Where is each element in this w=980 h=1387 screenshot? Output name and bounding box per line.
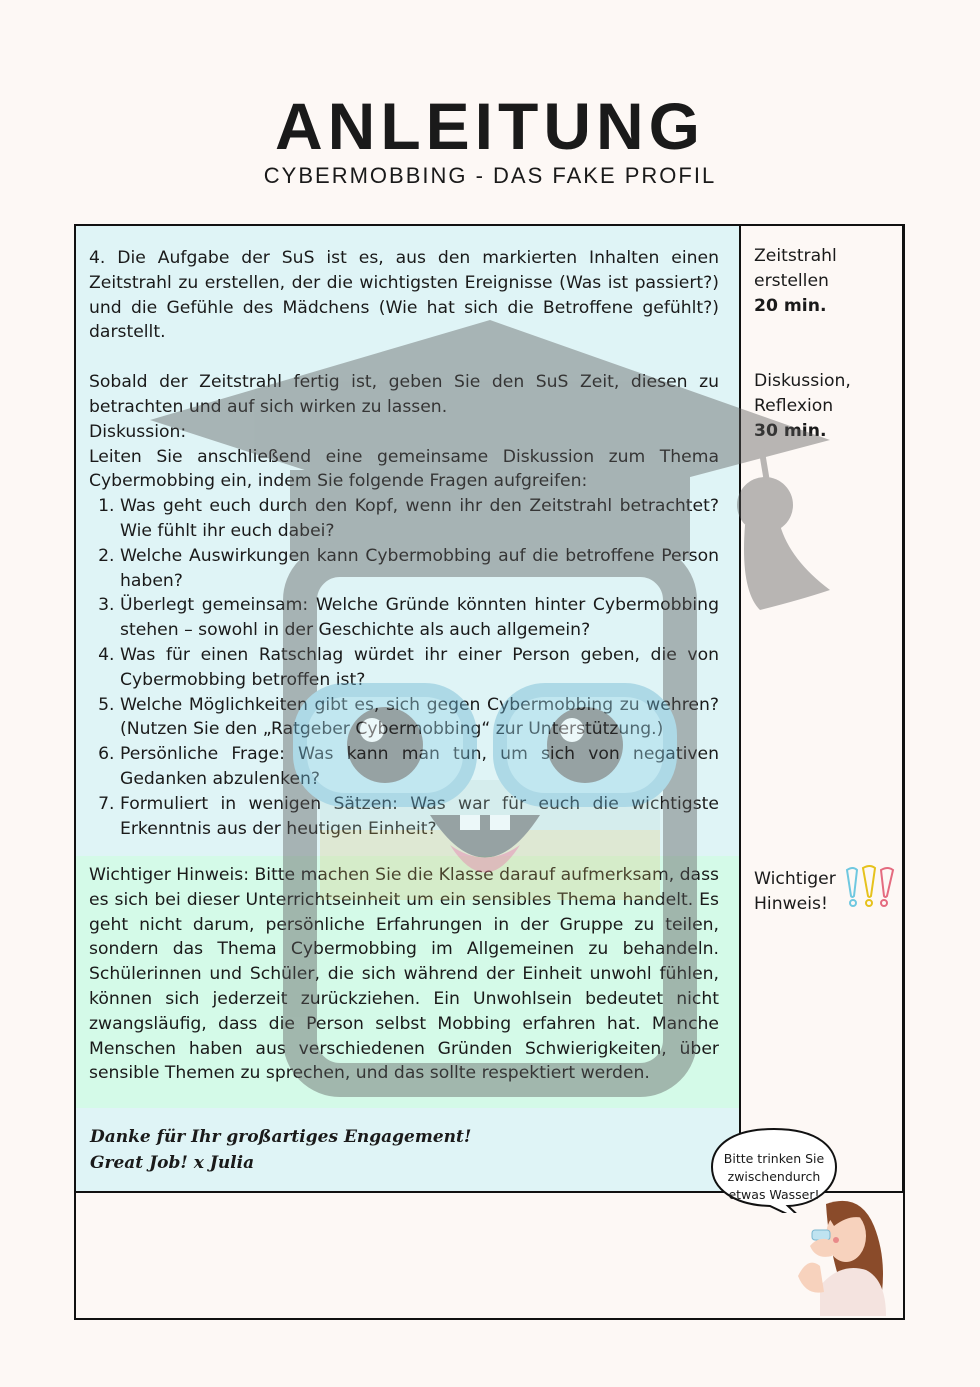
page-title: ANLEITUNG [275,89,705,163]
important-hint-text: Wichtiger Hinweis: Bitte machen Sie die Klasse darauf aufmerksam, dass es sich bei dieser Unterrichtseinheit um ein sensibles Thema handelt. Es geht nicht darum, persönliche Erfahrungen in der Gruppe zu teilen, sondern das Thema Cybermobbing im Allgemeinen zu behandeln. Schülerinnen und Schüler, die sich während der Einheit unwohl fühlen, können sich jederzeit zurückziehen. Ein Unwohlsein bedeutet nicht zwangsläufig, dass die Person selbst Mobbing erfahren hat. Manche Menschen haben aus verschiedenen Gründen Schwierigkeiten, über sensible Themen zu sprechen, und das sollte respektiert werden. [89,865,719,1084]
list-item: 1. Was geht euch durch den Kopf, wenn ihr den Zeitstrahl betrachtet? Wie fühlt ihr euch dabei? [120,494,719,544]
list-item: 7. Formuliert in wenigen Sätzen: Was war für euch die wichtigste Erkenntnis aus der heutigen Einheit? [120,792,719,842]
thanks-line-1: Danke für Ihr großartiges Engagement! [90,1127,472,1147]
discussion-label: Diskussion: [89,421,187,442]
bubble-line: Bitte trinken Sie [723,1151,825,1166]
side-label: Hinweis! [754,893,828,914]
side-label: Zeitstrahl [754,246,837,266]
list-item: 3. Überlegt gemeinsam: Welche Gründe könnten hinter Cybermobbing stehen – sowohl in der Geschichte als auch allgemein? [120,593,719,643]
right-border [902,226,904,1192]
exclamation-marks-icon [843,864,899,910]
list-item: 6. Persönliche Frage: Was kann man tun, um sich von negativen Gedanken abzulenken? [120,742,719,792]
question-list [89,494,719,841]
step-intro: 4. Die Aufgabe der SuS ist es, aus den markierten Inhalten einen Zeitstrahl zu erstellen, der die wichtigsten Ereignisse (Was ist passiert?) und die Gefühle des Mädchens (Wie hat sich die Betroffene gefühlt?) darstellt. [89,248,719,343]
side-duration: 20 min. [754,295,827,316]
bubble-line: etwas Wasser! [728,1187,820,1202]
side-step-timeline [754,244,894,318]
list-item: 2. Welche Auswirkungen kann Cybermobbing auf die betroffene Person haben? [120,544,719,594]
side-label: Wichtiger [754,869,836,889]
side-label: Reflexion [754,395,834,416]
step-after: Sobald der Zeitstrahl fertig ist, geben Sie den SuS Zeit, diesen zu betrachten und auf sich wirken zu lassen. [89,372,719,417]
page-subtitle: CYBERMOBBING - DAS FAKE PROFIL [263,163,717,188]
discussion-intro: Leiten Sie anschließend eine gemeinsame Diskussion zum Thema Cybermobbing ein, indem Sie folgende Fragen aufgreifen: [89,446,719,492]
bubble-line: zwischendurch [727,1169,821,1184]
side-label: erstellen [754,270,829,291]
girl-drinking-water-icon [790,1196,894,1316]
side-duration: 30 min. [754,420,827,441]
thanks-note [90,1124,471,1176]
thanks-line-2: Great Job! x Julia [90,1153,255,1173]
list-item: 5. Welche Möglichkeiten gibt es, sich gegen Cybermobbing zu wehren? (Nutzen Sie den „Ratgeber Cybermobbing“ zur Unterstützung.) [120,693,719,743]
side-label: Diskussion, [754,371,851,391]
side-step-discussion [754,369,894,443]
column-divider [739,226,741,1192]
instruction-text [89,246,719,841]
list-item: 4. Was für einen Ratschlag würdet ihr einer Person geben, die von Cybermobbing betroffen ist? [120,643,719,693]
